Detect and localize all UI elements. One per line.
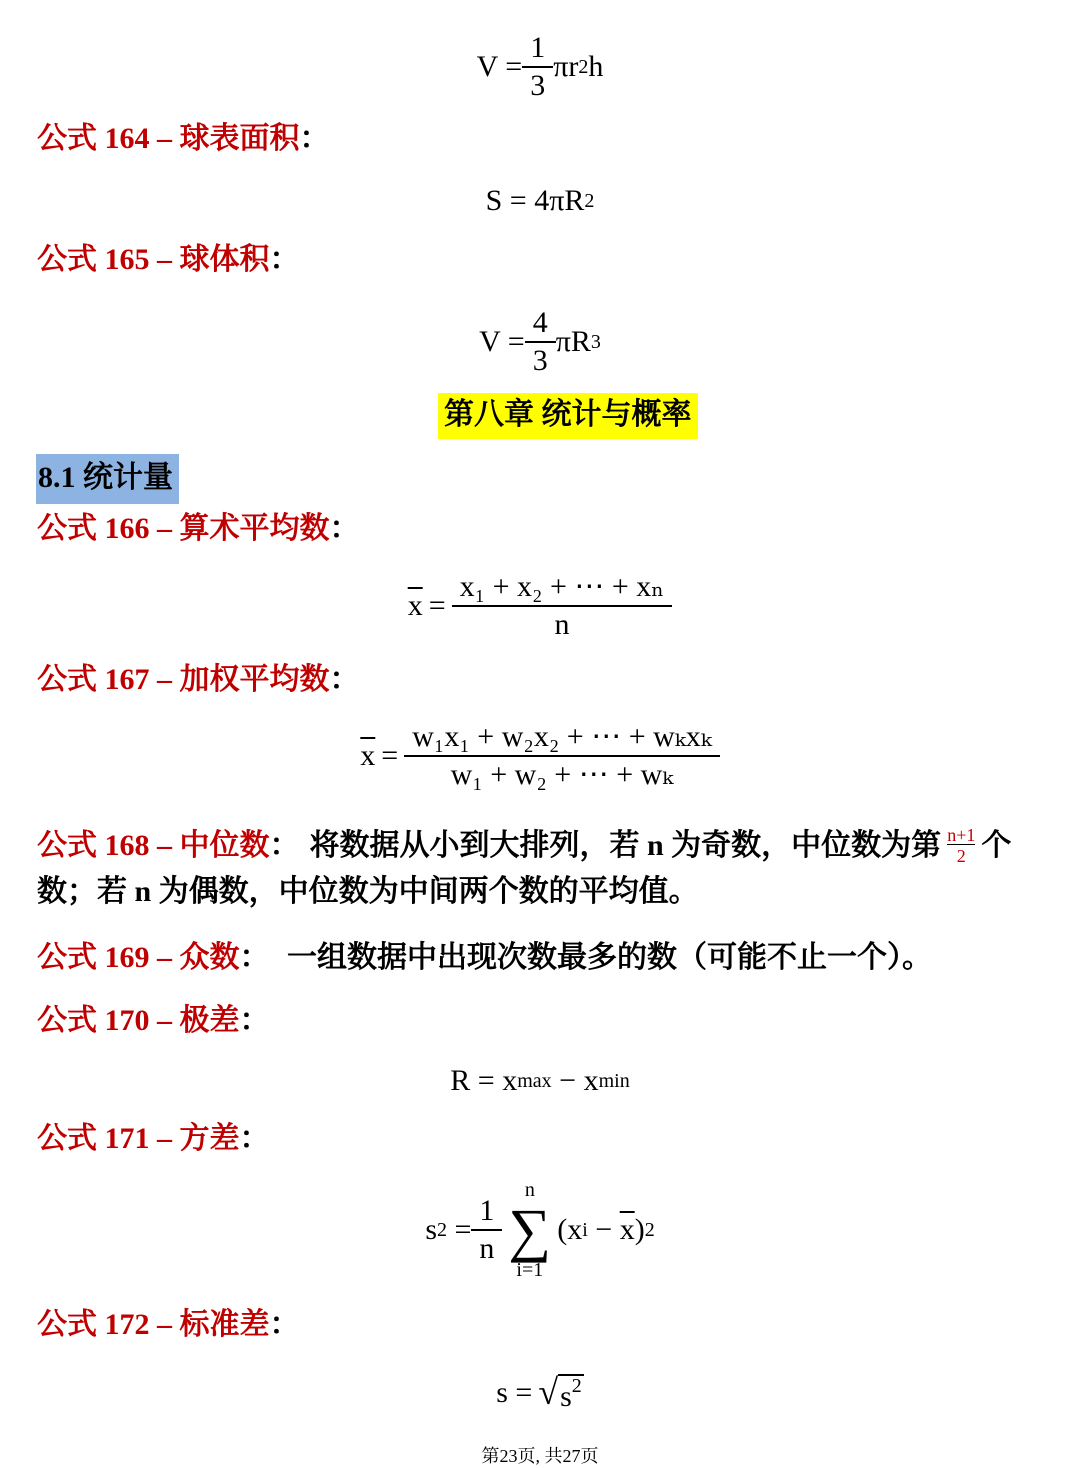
heading-label: 公式 167 – 加权平均数	[37, 663, 330, 696]
page-footer: 第23页, 共27页	[481, 1446, 599, 1466]
heading-colon: ：	[329, 663, 360, 696]
fraction	[408, 722, 715, 790]
sum-lower-limit: i=1	[516, 1259, 544, 1281]
exponent: 2	[571, 1375, 582, 1397]
heading-label: 公式 165 – 球体积	[37, 243, 270, 276]
formula-heading-169	[37, 943, 932, 973]
numerator: 1	[530, 31, 546, 64]
xbar: $\overline{x}$	[619, 1213, 635, 1246]
sigma-icon: ∑	[508, 1197, 552, 1263]
denominator: n	[471, 1229, 502, 1264]
heading-label: 公式 164 – 球表面积	[37, 122, 300, 155]
formula-term: )	[634, 1213, 645, 1246]
formula-heading-167	[37, 665, 360, 695]
heading-label: 公式 168 – 中位数	[37, 828, 270, 862]
heading-colon: ：	[269, 243, 300, 276]
arithmetic-mean-formula	[0, 572, 1080, 640]
heading-label: 公式 169 – 众数	[37, 941, 240, 974]
formula-term: s	[560, 1380, 572, 1413]
weighted-mean-formula	[0, 722, 1080, 790]
equals: =	[447, 1213, 472, 1246]
denominator: n	[452, 605, 673, 640]
chapter-title: 第八章 统计与概率	[438, 393, 698, 439]
heading-colon: ：	[239, 941, 270, 974]
numerator: n+1	[947, 825, 976, 845]
sum-upper-limit: n	[524, 1179, 535, 1201]
section-title: 8.1 统计量	[36, 454, 179, 504]
denominator: 3	[522, 66, 553, 101]
fraction	[526, 33, 549, 101]
fraction	[475, 1196, 498, 1264]
median-text: 将数据从小到大排列，若 n 为奇数，中位数为第	[309, 828, 942, 862]
formula-term: − x	[551, 1064, 599, 1097]
numerator: w₁x₁ + w₂x₂ + ⋯ + wₖxₖ	[412, 720, 712, 753]
heading-label: 公式 172 – 标准差	[37, 1308, 270, 1341]
sphere-area-formula: S = 4πR 2	[485, 184, 595, 217]
fraction	[529, 308, 552, 376]
denominator: 3	[525, 341, 556, 376]
equals: =	[428, 589, 446, 622]
heading-colon: ：	[269, 1308, 300, 1341]
cone-volume-formula: V = $\frac{1}{3}$ πr 2 h	[476, 31, 604, 102]
heading-colon: ：	[239, 1122, 270, 1155]
formula-lhs: s =	[496, 1376, 533, 1409]
equals: =	[381, 739, 399, 772]
denominator: 2	[947, 844, 975, 865]
formula-lhs: s	[425, 1213, 437, 1246]
std-formula	[0, 1374, 1080, 1412]
numerator: x₁ + x₂ + ⋯ + xₙ	[459, 570, 665, 603]
formula-lhs: V =	[479, 325, 525, 358]
formula-heading-171	[37, 1124, 270, 1154]
formula-term: (x	[557, 1213, 583, 1246]
minus: −	[587, 1213, 620, 1246]
formula-heading-164	[37, 124, 330, 154]
formula-term: πr	[553, 50, 579, 83]
formula-term: πR	[555, 325, 591, 358]
xbar: $\overline{x}$	[407, 589, 423, 622]
heading-colon: ：	[269, 828, 300, 862]
formula-heading-166	[37, 514, 360, 544]
range-formula: R = x max − x min	[450, 1064, 630, 1097]
summation	[508, 1180, 551, 1280]
variance-formula: s 2 = $\frac{1}{n}$ n ∑ i=1 (x i − $\overline{x}$ ) 2	[425, 1179, 655, 1281]
heading-colon: ：	[299, 122, 330, 155]
formula-term: S = 4πR	[485, 184, 585, 217]
numerator: 1	[479, 1194, 495, 1227]
square-root	[538, 1374, 583, 1412]
formula-term: h	[588, 50, 604, 83]
median-text: 个	[981, 828, 1012, 862]
mode-text: 一组数据中出现次数最多的数（可能不止一个）。	[287, 941, 932, 974]
formula-heading-165	[37, 245, 300, 275]
sphere-volume-formula: V = $\frac{4}{3}$ πR 3	[479, 306, 601, 377]
heading-colon: ：	[239, 1004, 270, 1037]
formula-heading-168	[37, 826, 1011, 865]
fraction	[456, 572, 669, 640]
radical-icon: √	[538, 1372, 559, 1412]
formula-term: R = x	[450, 1064, 518, 1097]
xbar: $\overline{x}$	[360, 739, 376, 772]
radicand	[558, 1374, 584, 1412]
formula-lhs: V =	[476, 50, 523, 83]
denominator: w₁ + w₂ + ⋯ + wₖ	[404, 755, 719, 790]
median-line-2	[37, 877, 699, 907]
formula-heading-172	[37, 1310, 300, 1340]
formula-heading-170	[37, 1006, 270, 1036]
heading-label: 公式 171 – 方差	[37, 1122, 240, 1155]
heading-colon: ：	[329, 512, 360, 545]
heading-label: 公式 170 – 极差	[37, 1004, 240, 1037]
numerator: 4	[532, 306, 548, 339]
median-text: 数；若 n 为偶数，中位数为中间两个数的平均值。	[37, 875, 699, 908]
heading-label: 公式 166 – 算术平均数	[37, 512, 330, 545]
median-fraction	[947, 826, 975, 865]
